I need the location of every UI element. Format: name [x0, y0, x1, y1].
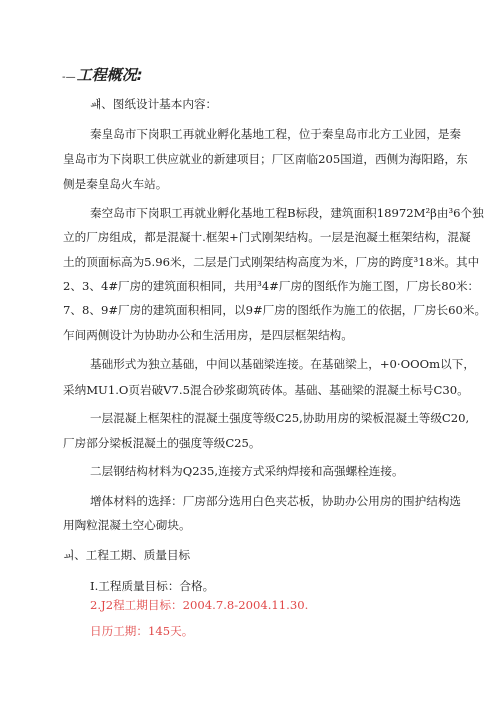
paragraph-line: 秦空岛市下岗职工再就业孵化基地工程B标段，建筑面积18972M²β由³6个独	[90, 206, 484, 220]
paragraph-line: 采纳MU1.O页岩破V7.5混合砂浆砌筑砖体。基础、基础梁的混凝土标号C30。	[63, 383, 469, 397]
paragraph-line: 7、8、9#厂房的建筑面积相同，以9#厂房的图纸作为施工的依据，厂房长60米。	[63, 303, 487, 317]
period-target: 2.J2程工期目标：2004.7.8-2004.11.30.	[90, 598, 309, 612]
paragraph-line: 侧是秦皇岛火车站。	[63, 177, 168, 191]
subsection-title-schedule: ㆉ、工程工期、质量目标	[63, 548, 191, 562]
paragraph-line: 2、3、4#厂房的建筑面积相同，共用³4#厂房的图纸作为施工图，厂房长80米：	[63, 279, 480, 293]
paragraph-line: 皇岛市为下岗职工供应就业的新建项目；厂区南临205国道，西侧为海阳路，东	[63, 152, 468, 166]
paragraph-line: 用陶粒混凝土空心砌块。	[63, 518, 191, 532]
paragraph-line: 二层钢结构材料为Q235,连接方式采纳焊接和高强螺栓连接。	[90, 464, 404, 478]
paragraph-line: 一层混凝上框架柱的混凝土强度等级C25,协助用房的梁板混凝土等级C20,	[90, 411, 470, 425]
section-heading	[62, 64, 143, 85]
paragraph-line: 增体材料的选择：厂房部分选用白色夹芯板，协助办公用房的围护结构选	[90, 494, 462, 508]
paragraph-line: 乍间两侧设计为协助办公和生活用房，是四层框架结构。	[63, 328, 353, 342]
paragraph-line: 厂房部分梁板混凝土的强度等级C25。	[63, 436, 261, 450]
heading-marker: -—	[62, 72, 76, 83]
paragraph-line: 土的顶面标高为5.96米，二层是门式刚架结构高度为米，厂房的跨度³18米。其中	[63, 255, 480, 269]
subsection-title-drawing: ㆈ、图纸设计基本内容：	[90, 97, 218, 111]
heading-text: 工程概况:	[76, 66, 143, 84]
quality-target: I.工程质量目标：合格。	[90, 579, 215, 593]
calendar-days: 日历工期：145天。	[90, 624, 194, 638]
paragraph-line: 基础形式为独立基础，中间以基础梁连接。在基础梁上，+0·OOOm以下，	[90, 357, 475, 371]
paragraph-line: 秦皇岛市下岗职工再就业孵化基地工程，位于秦皇岛市北方工业园，是秦	[90, 127, 462, 141]
paragraph-line: 立的厂房组成，都是混凝十.框架+门式刚架结构。一层是泡凝土框架结构，混凝	[63, 230, 471, 244]
